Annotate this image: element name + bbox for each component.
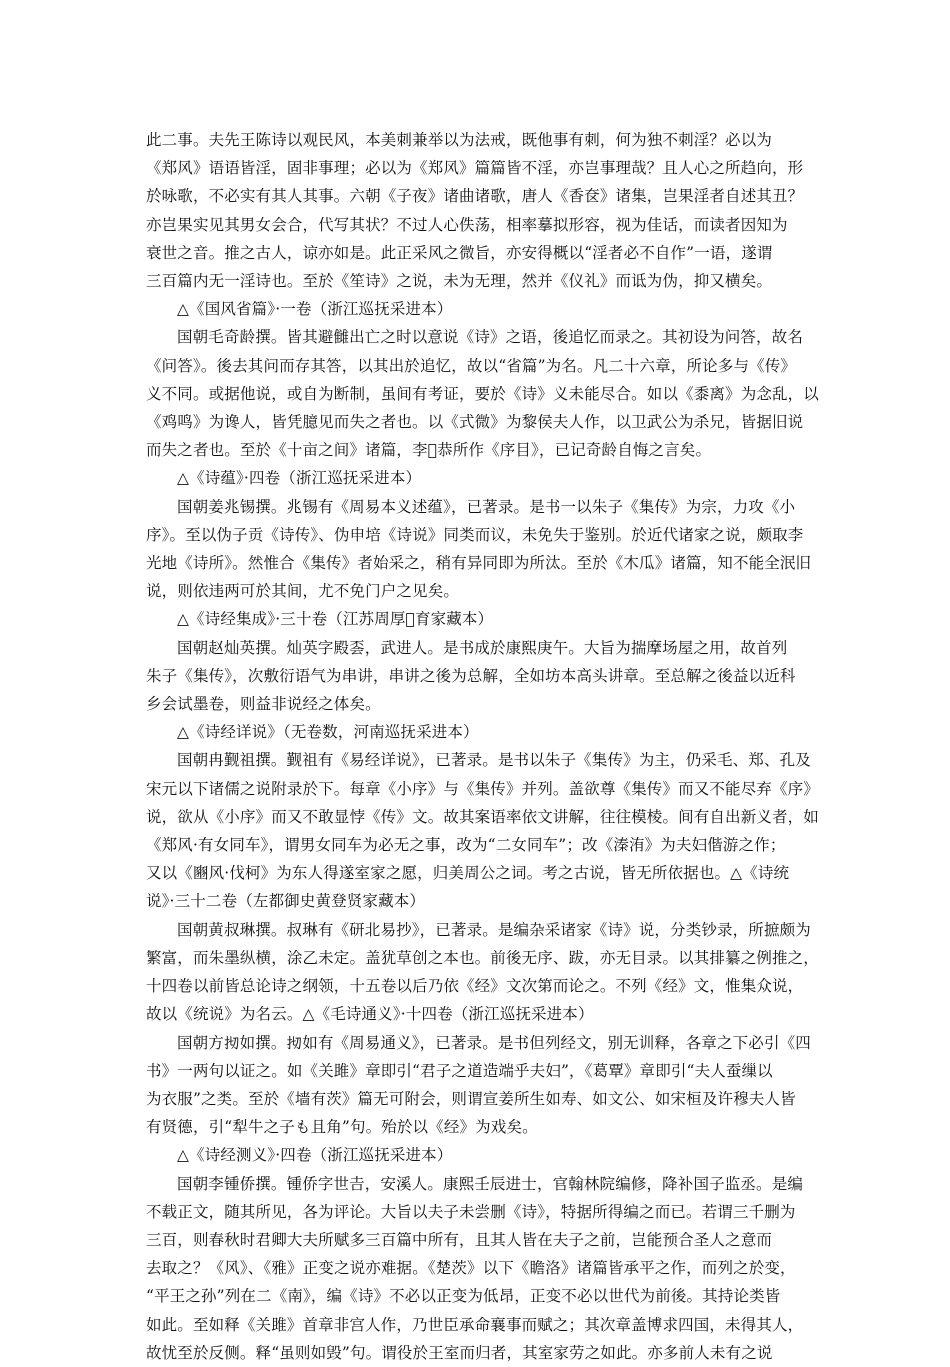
entry-heading: △《诗蕴》·四卷（浙江巡抚采进本） bbox=[177, 469, 422, 488]
text-line: 朱子《集传》，次敷衍语气为串讲，串讲之後为总解，全如坊本高头讲章。至总解之後益以近科 bbox=[146, 666, 796, 685]
text-line: 《鸡鸣》为谗人，皆凭臆见而失之者也。以《式微》为黎侯夫人作，以卫武公为杀兄，皆据旧说 bbox=[146, 413, 804, 432]
text-line: 故忧至於反侧。释“虽则如毁”句。谓役於王室而归者，其室家劳之如此。亦多前人未有之说 bbox=[146, 1343, 773, 1362]
entry-heading: △《国风省篇》·一卷（浙江巡抚采进本） bbox=[177, 300, 453, 319]
text-line: 而失之者也。至於《十亩之间》诸篇，李𡊮恭所作《序目》，已记奇龄自悔之言矣。 bbox=[146, 441, 712, 460]
text-line: 故以《统说》为名云。△《毛诗通义》·十四卷（浙江巡抚采进本） bbox=[146, 1005, 594, 1024]
text-line: 说，欲从《小序》而又不敢显悖《传》文。故其案语率依文讲解，往往模棱。间有自出新义者，如 bbox=[146, 807, 819, 826]
text-line: 说》·三十二卷（左都御史黄登贤家藏本） bbox=[146, 892, 426, 911]
text-line: 去取之？《风》、《雅》正变之说亦难据。《楚茨》以下《瞻洛》诸篇皆承平之作，而列之於变， bbox=[146, 1259, 796, 1278]
text-line: 十四卷以前皆总论诗之纲领，十五卷以后乃依《经》文次第而论之。不列《经》文，惟集众说， bbox=[146, 977, 804, 996]
text-line: 《问答》。後去其问而存其答，以其出於追忆，故以“省篇”为名。凡二十六章，所论多与《传》 bbox=[146, 356, 797, 375]
text-line: “平王之孙”列在二《南》，编《诗》不必以正变为低昂，正变不必以世代为前後。其持论类皆 bbox=[146, 1287, 781, 1306]
text-line: 光地《诗所》。然惟合《集传》者始采之，稍有异同即为所汰。至於《木瓜》诸篇，知不能全泯旧 bbox=[146, 554, 812, 573]
entry-heading: △《诗经详说》（无卷数，河南巡抚采进本） bbox=[177, 723, 479, 742]
text-line: 如此。至如释《关雎》首章非宫人作，乃世臣承命襄事而赋之；其次章盖博求四国，未得其人， bbox=[146, 1315, 804, 1334]
text-line: 衰世之音。推之古人，谅亦如是。此正采风之微旨，亦安得概以“淫者必不自作”一语，遂谓 bbox=[146, 243, 773, 262]
text-line: 国朝毛奇龄撰。皆其避雠出亡之时以意说《诗》之语，後追忆而录之。其初设为问答，故名 bbox=[177, 328, 804, 347]
text-line: 义不同。或据他说，或自为断制，虽间有考证，要於《诗》义未能尽合。如以《黍离》为念乱，以 bbox=[146, 384, 819, 403]
text-line: 国朝黄叔琳撰。叔琳有《研北易抄》，已著录。是编杂采诸家《诗》说，分类钞录，所摭颇为 bbox=[177, 920, 811, 939]
text-line: 序》。至以伪子贡《诗传》、伪申培《诗说》同类而议，未免失于鉴别。於近代诸家之说，颇取李 bbox=[146, 525, 804, 544]
text-line: 《郑风·有女同车》，谓男女同车为必无之事，改为“二女同车”；改《溱洧》为夫妇偕游之作； bbox=[146, 836, 786, 855]
text-line: 国朝赵灿英撰。灿英字殿𠀾，武进人。是书成於康熙庚午。大旨为揣摩场屋之用，故首列 bbox=[177, 638, 788, 657]
text-line: 国朝姜兆锡撰。兆锡有《周易本义述蕴》，已著录。是书一以朱子《集传》为宗，力攻《小 bbox=[177, 497, 796, 516]
text-line: 三百篇内无一淫诗也。至於《笙诗》之说，未为无理，然并《仪礼》而诋为伪，抑又横矣。 bbox=[146, 272, 773, 291]
text-line: 国朝方𢪃如撰。𢪃如有《周易通义》，已著录。是书但列经文，别无训释，各章之下必引《四 bbox=[177, 1033, 811, 1052]
text-line: 又以《豳风·伐柯》为东人得遂室家之愿，归美周公之词。考之古说，皆无所依据也。△《诗统 bbox=[146, 864, 790, 883]
entry-heading: △《诗经测义》·四卷（浙江巡抚采进本） bbox=[177, 1146, 453, 1165]
text-line: 三百，则春秋时君卿大夫所赋多三百篇中所有，且其人皆在夫子之前，岂能预合圣人之意而 bbox=[146, 1230, 773, 1249]
text-line: 此二事。夫先王陈诗以观民风，本美刺兼举以为法戒，既他事有刺，何为独不刺淫？必以为 bbox=[146, 131, 773, 149]
text-line: 繁富，而朱墨纵横，涂乙未定。盖犹草创之本也。前後无序、跋，亦无目录。以其排纂之例推之， bbox=[146, 948, 819, 967]
text-line: 不载正文，随其所见，各为评论。大旨以夫子未尝删《诗》，特据所得编之而已。若谓三千删为 bbox=[146, 1202, 796, 1221]
text-line: 为衣服”之类。至於《墙有茨》篇无可附会，则谓宣姜所生如寿、如文公、如宋桓及许穆夫人皆 bbox=[146, 1089, 796, 1108]
text-line: 说，则依违两可於其间，尤不免门户之见矣。 bbox=[146, 582, 460, 601]
text-line: 有贤德，引“犁牛之子も且角”句。殆於以《经》为戏矣。 bbox=[146, 1118, 538, 1137]
text-line: 书》一两句以证之。如《关雎》章即引“君子之道造端乎夫妇”，《葛覃》章即引“夫人蚕缫以 bbox=[146, 1061, 773, 1080]
text-line: 乡会试墨卷，则益非说经之体矣。 bbox=[146, 695, 381, 714]
text-line: 亦岂果实见其男女会合，代写其状？不过人心佚荡，相率摹拟形容，视为佳话，而读者因知为 bbox=[146, 215, 788, 234]
text-line: 宋元以下诸儒之说附录於下。每章《小序》与《集传》并列。盖欲尊《集传》而又不能尽弃《序》 bbox=[146, 779, 819, 798]
text-line: 国朝冉觐祖撰。觐祖有《易经详说》，已著录。是书以朱子《集传》为主，仍采毛、郑、孔及 bbox=[177, 751, 811, 770]
text-line: 於咏歌，不必实有其人其事。六朝《子夜》诸曲诸歌，唐人《香奁》诸集，岂果淫者自述其丑？ bbox=[146, 187, 804, 206]
entry-heading: △《诗经集成》·三十卷（江苏周厚𡊮育家藏本） bbox=[177, 610, 494, 629]
document-page bbox=[146, 126, 819, 1367]
text-line: 《郑风》语语皆淫，固非事理；必以为《郑风》篇篇皆不淫，亦岂事理哉？且人心之所趋向，形 bbox=[146, 159, 804, 178]
text-line: 国朝李锺侨撰。锺侨字世𠮷，安溪人。康熙壬辰进士，官翰林院编修，降补国子监丞。是编 bbox=[177, 1174, 804, 1193]
